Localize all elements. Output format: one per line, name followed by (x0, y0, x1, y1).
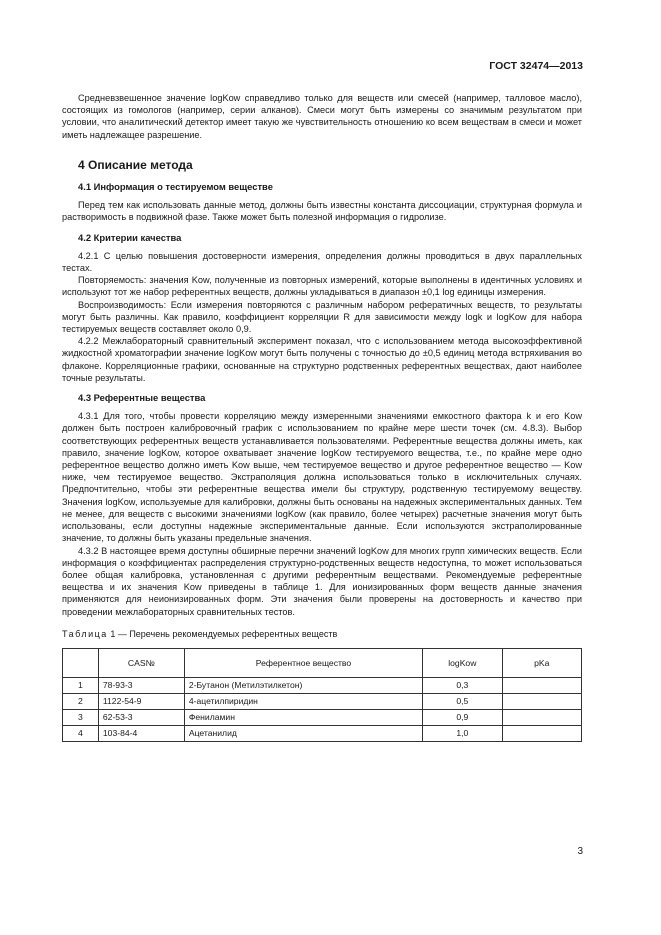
section-4-title: 4 Описание метода (78, 157, 193, 172)
cell-number: 4 (63, 725, 99, 741)
table-row (63, 725, 582, 741)
cell-cas: 62-53-3 (98, 709, 184, 725)
cell-logkow: 0,3 (423, 677, 502, 693)
cell-number: 2 (63, 693, 99, 709)
cell-cas: 1122-54-9 (98, 693, 184, 709)
page-number: 3 (577, 846, 583, 857)
paragraph-4-2-2: 4.2.2 Межлабораторный сравнительный эксперимент показал, что с использованием метода высокоэффективной жидкостной хроматографии значение logKow могут быть получены с точностью до ±0,5 единиц метода встряхивания во флаконе. Корреляционные графики, основанные на структурно родственных референтных веществах, дают наиболее точные результаты. (62, 336, 582, 383)
header-cas: CAS№ (98, 648, 184, 677)
table-caption-text: 1 — Перечень рекомендуемых референтных веществ (110, 628, 338, 639)
cell-logkow: 1,0 (423, 725, 502, 741)
cell-substance: 4-ацетилпиридин (184, 693, 422, 709)
intro-paragraph: Средневзвешенное значение logKow справедливо только для веществ или смесей (например, талловое масло), состоящих из гомологов (например, серии алканов). Смеси могут быть измерены со значимым результатом при условии, что аналитический детектор имеет такую же чувствительность отношению ко всем веществам в смеси и может иметь надлежащее разрешение. (62, 93, 582, 140)
reference-substances-table (62, 648, 582, 742)
cell-logkow: 0,5 (423, 693, 502, 709)
cell-pka (502, 709, 581, 725)
cell-pka (502, 677, 581, 693)
header-logkow: logKow (423, 648, 502, 677)
cell-pka (502, 693, 581, 709)
cell-number: 1 (63, 677, 99, 693)
header-pka: pKa (502, 648, 581, 677)
repeatability-paragraph: Повторяемость: значения Kow, полученные из повторных измерений, которые выполнены в идентичных условиях и используют тот же набор референтных веществ, должны укладываться в диапазон ±0,1 log единицы измерения. (62, 275, 582, 298)
table-row (63, 693, 582, 709)
table-row (63, 709, 582, 725)
cell-substance: Ацетанилид (184, 725, 422, 741)
section-4-2-title: 4.2 Критерии качества (78, 231, 182, 243)
table-caption (62, 628, 582, 640)
cell-number: 3 (63, 709, 99, 725)
cell-substance: Фениламин (184, 709, 422, 725)
cell-logkow: 0,9 (423, 709, 502, 725)
table-row (63, 677, 582, 693)
cell-cas: 103-84-4 (98, 725, 184, 741)
table-caption-prefix: Таблица (62, 628, 108, 639)
cell-substance: 2-Бутанон (Метилэтилкетон) (184, 677, 422, 693)
section-4-3-title: 4.3 Референтные вещества (78, 392, 206, 404)
header-number (63, 648, 99, 677)
reproducibility-paragraph: Воспроизводимость: Если измерения повторяются с различным набором рефератичных веществ, то результаты могут быть различны. Как правило, коэффициент корреляции R для зависимости между logk и logKow для набора тестируемых веществ составляет около 0,9. (62, 299, 582, 335)
paragraph-4-2-1: 4.2.1 С целью повышения достоверности измерения, определения должны проводиться в двух параллельных тестах. (62, 250, 582, 274)
table-header-row (63, 648, 582, 677)
section-4-1-title: 4.1 Информация о тестируемом веществе (78, 181, 273, 193)
section-4-1-paragraph: Перед тем как использовать данные метод, должны быть известны константа диссоциации, структурная формула и растворимость в подвижной фазе. Также может быть полезной информация о гидролизе. (62, 200, 582, 223)
paragraph-4-3-1: 4.3.1 Для того, чтобы провести корреляцию между измеренными значениями емкостного фактора k и его Kow должен быть построен калибровочный график с использованием по крайне мере шести точек (см. 4.8.3). Выбор соответствующих референтных веществ устанавливается пользователями. Референтные вещества должны иметь, как правило, значение logKow, которое охватывает значение logKow тестируемого вещества, т.е., по крайне мере одно референтное вещество должно иметь Kow выше, чем тестируемое вещество и другое референтное вещество — Kow ниже, чем тестируемое вещество. Экстраполяция должна использоваться только в исключительных случаях. Предпочтительно, чтобы эти референтные вещества имели бы структуру, родственную тестируемому веществу. Значения logKow, используемые для калибровки, должны быть основаны на надежных экспериментальных данных. Тем не менее, для веществ с высокими значениями logKow (как правило, более четырех) расчетные значения могут быть использованы, если доступны надежные экспериментальные данные. Если используются экстраполированные значение, то должны быть указаны предельные значения. (62, 411, 582, 544)
cell-pka (502, 725, 581, 741)
paragraph-4-3-2: 4.3.2 В настоящее время доступны обширные перечни значений logKow для многих групп химических веществ. Если информация о коэффициентах распределения структурно-родственных веществ недоступна, то может использоваться более общая калибровка, установленная с другими референтным веществами. Рекомендуемые референтные вещества и их значения Kow приведены в таблице 1. Для ионизированных форм веществ данные значения применяются для неионизированных форм. Эти значения были проверены на достоверность и качество при проведении межлабораторных сравнительных тестов. (62, 545, 582, 617)
standard-number: ГОСТ 32474—2013 (489, 60, 583, 72)
header-substance: Референтное вещество (184, 648, 422, 677)
page-content (62, 92, 582, 742)
cell-cas: 78-93-3 (98, 677, 184, 693)
